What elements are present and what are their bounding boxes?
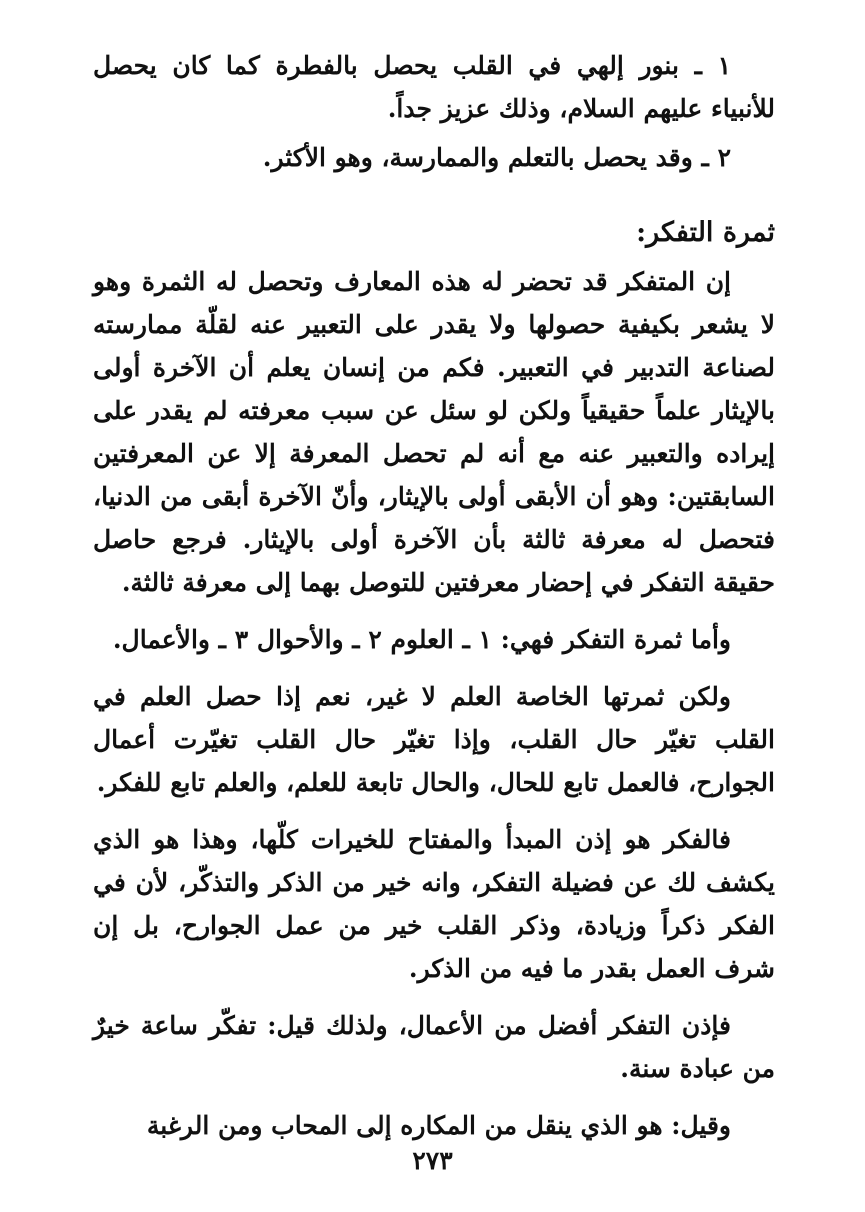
paragraph-1: إن المتفكر قد تحضر له هذه المعارف وتحصل له الثمرة وهو لا يشعر بكيفية حصولها ولا يقدر على التعبير عنه لقلّة ممارسته لصناعة التدبير في التعبير. فكم من إنسان يعلم أن الآخرة أولى بالإيثار علماً حقيقياً ولكن لو سئل عن سبب معرفته لم يقدر على إيراده والتعبير عنه مع أنه لم تحصل المعرفة إلا عن المعرفتين السابقتين: وهو أن الأبقى أولى بالإيثار، وأنّ الآخرة أبقى من الدنيا، فتحصل له معرفة ثالثة بأن الآخرة أولى بالإيثار. فرجع حاصل حقيقة التفكر في إحضار معرفتين للتوصل بهما إلى معرفة ثالثة. [93,267,775,597]
paragraph-6: وقيل: هو الذي ينقل من المكاره إلى المحاب ومن الرغبة [146,1111,731,1140]
paragraph-2: وأما ثمرة التفكر فهي: ١ ـ العلوم ٢ ـ والأحوال ٣ ـ والأعمال. [112,625,731,654]
paragraph-5: فإذن التفكر أفضل من الأعمال، ولذلك قيل: تفكّر ساعة خيرٌ من عبادة سنة. [93,1011,775,1083]
section-heading: ثمرة التفكر: [636,217,775,248]
page-number: ٢٧٣ [412,1146,453,1175]
list-item-1: ١ ـ بنور إلهي في القلب يحصل بالفطرة كما كان يحصل للأنبياء عليهم السلام، وذلك عزيز جداً. [93,51,775,123]
paragraph-4: فالفكر هو إذن المبدأ والمفتاح للخيرات كلّها، وهذا هو الذي يكشف لك عن فضيلة التفكر، وانه خير من الذكر والتذكّر، لأن في الفكر ذكراً وزيادة، وذكر القلب خير من عمل الجوارح، بل إن شرف العمل بقدر ما فيه من الذكر. [93,825,775,983]
list-item-2: ٢ ـ وقد يحصل بالتعلم والممارسة، وهو الأكثر. [262,143,731,172]
paragraph-3: ولكن ثمرتها الخاصة العلم لا غير، نعم إذا حصل العلم في القلب تغيّر حال القلب، وإذا تغيّر حال القلب تغيّرت أعمال الجوارح، فالعمل تابع للحال، والحال تابعة للعلم، والعلم تابع للفكر. [93,682,775,797]
page-body-text [93,44,775,1147]
